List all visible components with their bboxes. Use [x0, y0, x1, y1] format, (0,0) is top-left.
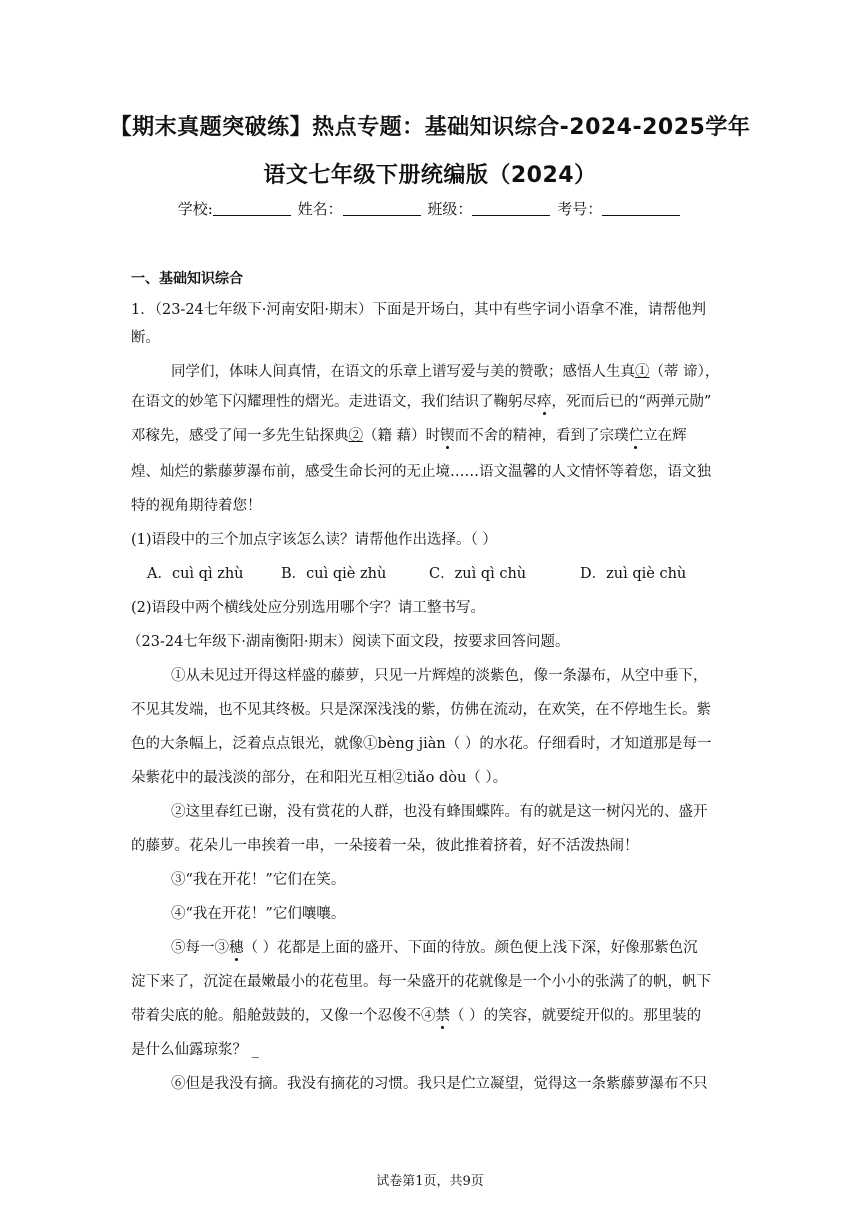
blank-2: ②: [348, 428, 363, 444]
passage-text: 带着尖底的舱。船舱鼓鼓的，又像一个忍俊不④: [131, 1008, 436, 1024]
passage-text: （蒂 谛），: [649, 364, 720, 380]
q1-passage-line-5: 特的视角期待着您！: [131, 498, 262, 514]
name-field[interactable]: [343, 201, 421, 216]
q1-stem-line-1: 1．（23-24七年级下·河南安阳·期末）下面是开场白，其中有些字词小语拿不准，请帮他判: [131, 302, 706, 318]
passage-text: 立在辉: [643, 428, 687, 444]
student-info-row: [0, 198, 860, 219]
passage-text: （ ）的笑容，就要绽开似的。那里装的: [450, 1008, 702, 1024]
passage-text: （ ）花都是上面的盛开、下面的待放。颜色便上浅下深，好像那紫色沉: [243, 940, 698, 956]
q2-p2-line-2: 的藤萝。花朵儿一串挨着一串，一朵接着一朵，彼此推着挤着，好不活泼热闹！: [131, 838, 639, 854]
option-a[interactable]: A．cuì qì zhù: [147, 566, 244, 582]
school-field[interactable]: [213, 201, 291, 216]
name-label: 姓名：: [297, 200, 343, 218]
q2-p1-line-2: 不见其发端，也不见其终极。只是深深浅浅的紫，仿佛在流动，在欢笑，在不停地生长。紫: [131, 702, 711, 718]
q1-passage-line-2: [131, 390, 711, 411]
q2-p3: ③“我在开花！”它们在笑。: [171, 872, 346, 888]
class-label: 班级：: [427, 200, 473, 218]
q2-p6-line-1: ⑥但是我没有摘。我没有摘花的习惯。我只是伫立凝望，觉得这一条紫藤萝瀑布不只: [171, 1076, 708, 1092]
dotted-char: 瘁: [537, 394, 552, 410]
dotted-char: 穗: [229, 940, 244, 956]
q2-p1-line-4: 朵紫花中的最浅淡的部分，在和阳光互相②tiǎo dòu（ ）。: [131, 770, 508, 786]
passage-text: ，死而后已的“两弹元勋”: [551, 394, 712, 410]
passage-text: 邓稼先，感受了闻一多先生钻探典: [131, 428, 349, 444]
q2-p1-line-1: ①从未见过开得这样盛的藤萝，只见一片辉煌的淡紫色，像一条瀑布，从空中垂下，: [171, 668, 708, 684]
school-label: 学校:: [177, 200, 213, 218]
q2-p5-line-4: 是什么仙露琼浆？ _: [131, 1042, 259, 1058]
exam-no-field[interactable]: [602, 201, 680, 216]
dotted-char: 伫: [628, 428, 644, 444]
exam-no-label: 考号：: [557, 200, 603, 218]
q2-p5-line-2: 淀下来了，沉淀在最嫩最小的花苞里。每一朵盛开的花就像是一个小小的张满了的帆，帆下: [131, 974, 711, 990]
dotted-char: 锲: [440, 428, 455, 444]
q1-passage-line-4: 煌、灿烂的紫藤萝瀑布前，感受生命长河的无止境……语文温馨的人文情怀等着您，语文独: [131, 464, 711, 480]
q1-sub-question-2: (2)语段中两个横线处应分别选用哪个字？请工整书写。: [131, 600, 486, 616]
passage-text: （籍 藉）时: [363, 428, 441, 444]
q2-intro: （23-24七年级下·湖南衡阳·期末）阅读下面文段，按要求回答问题。: [127, 634, 570, 650]
option-d[interactable]: D．zuì qiè chù: [580, 566, 687, 582]
title-line-1: 【期末真题突破练】热点专题：基础知识综合-2024-2025学年: [109, 115, 751, 140]
passage-text: 同学们，体味人间真情，在语文的乐章上谱写爱与美的赞歌；感悟人生真: [171, 364, 635, 380]
dotted-char: 禁: [435, 1008, 450, 1024]
q2-p4: ④“我在开花！”它们嚷嚷。: [171, 906, 346, 922]
option-c[interactable]: C．zuì qì chù: [429, 566, 527, 582]
passage-text: 而不舍的精神，看到了宗璞: [454, 428, 629, 444]
q2-p5-line-1: [171, 936, 698, 957]
q1-sub-question-1: (1)语段中的三个加点字该怎么读？请帮他作出选择。（ ）: [131, 532, 497, 548]
blank-1: ①: [635, 364, 650, 380]
class-field[interactable]: [472, 201, 550, 216]
passage-text: ⑤每一③: [171, 940, 229, 956]
q2-p5-line-3: [131, 1004, 701, 1025]
passage-text: 在语文的妙笔下闪耀理性的熠光。走进语文，我们结识了鞠躬尽: [131, 394, 537, 410]
section-title: 一、基础知识综合: [131, 271, 243, 287]
q2-p1-line-3: 色的大条幅上，泛着点点银光，就像①bèng jiàn（ ）的水花。仔细看时，才知道那是每一: [131, 736, 712, 752]
option-b[interactable]: B．cuì qiè zhù: [281, 566, 387, 582]
q1-passage-line-3: [131, 424, 687, 445]
q1-stem-line-2: 断。: [131, 330, 160, 346]
q1-passage-line-1: [171, 360, 719, 381]
q2-p2-line-1: ②这里春红已谢，没有赏花的人群，也没有蜂围蝶阵。有的就是这一树闪光的、盛开: [171, 804, 708, 820]
title-line-2: 语文七年级下册统编版（2024）: [263, 163, 597, 188]
page-footer: 试卷第1页，共9页: [376, 1174, 484, 1189]
